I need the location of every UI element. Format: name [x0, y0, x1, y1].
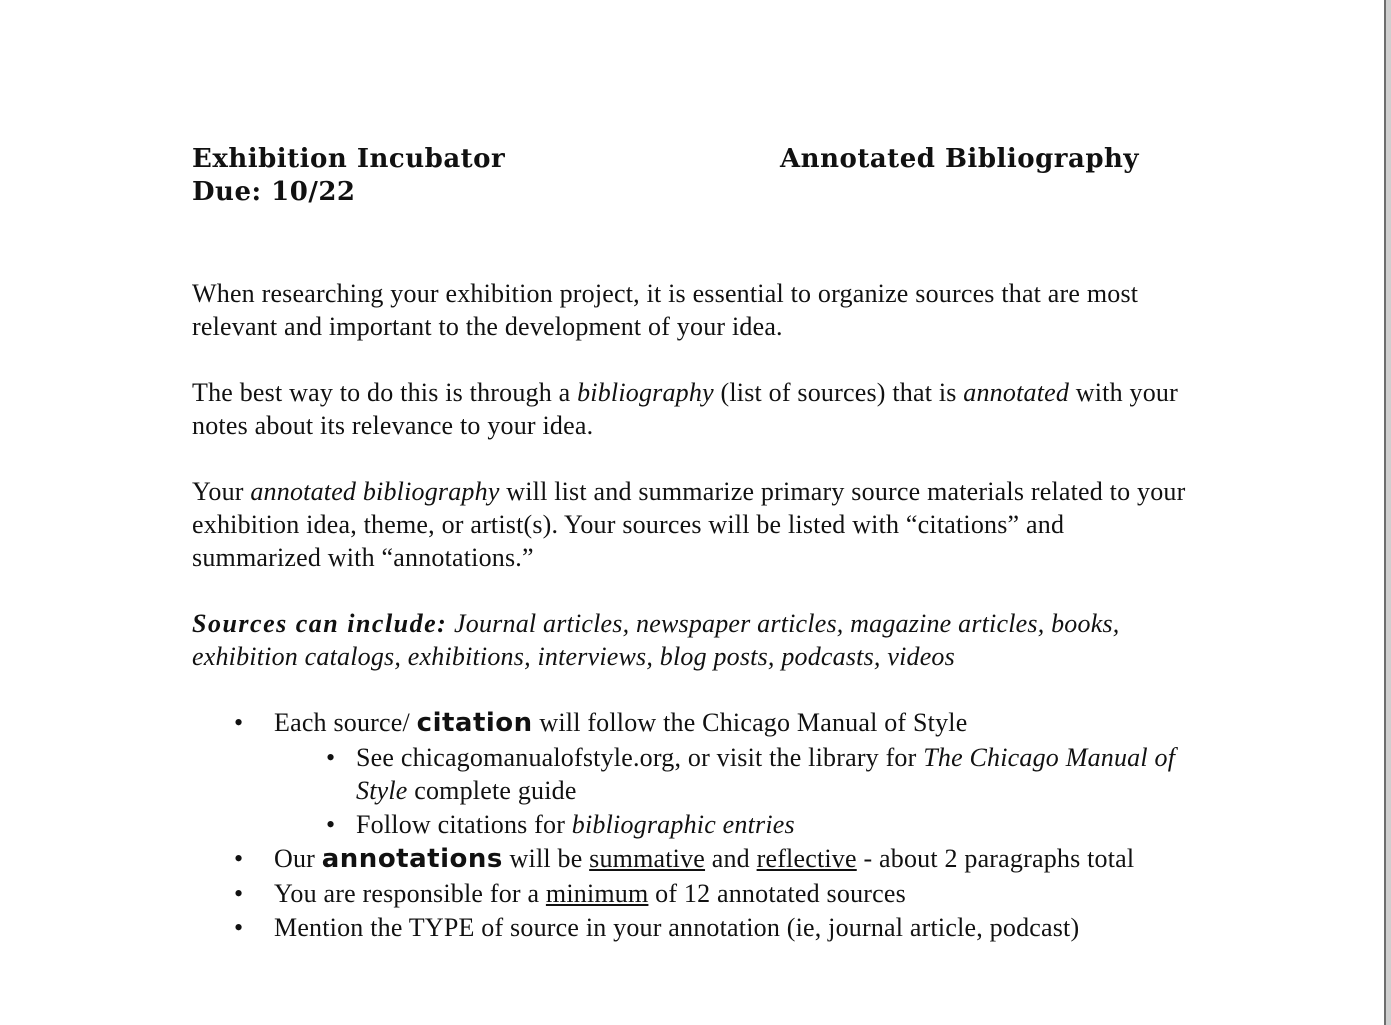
text-run: will be — [502, 844, 590, 873]
underlined-term: summative — [589, 844, 706, 873]
bullet-icon: • — [326, 743, 336, 772]
intro-paragraph: When researching your exhibition project, it is essential to organize sources that are most relevant and important to the development of your idea. — [192, 279, 1139, 341]
citation-term: citation — [416, 708, 533, 738]
underlined-term: reflective — [756, 844, 857, 873]
sub-list-item — [274, 741, 1192, 807]
text-run: - about 2 paragraphs total — [856, 844, 1135, 873]
italic-term: annotated — [963, 378, 1070, 407]
bullet-icon: • — [234, 708, 244, 737]
underlined-term: minimum — [545, 879, 649, 908]
annotations-term: annotations — [321, 844, 503, 874]
text-run: of 12 annotated sources — [648, 879, 906, 908]
bullet-icon: • — [234, 913, 244, 942]
sources-paragraph — [192, 607, 1192, 673]
bibliography-paragraph — [192, 376, 1192, 442]
header-left — [192, 143, 505, 209]
sub-list — [274, 741, 1192, 841]
bullet-icon: • — [234, 879, 244, 908]
assignment-title: Annotated Bibliography — [780, 144, 1140, 174]
text-run: will follow the Chicago Manual of Style — [532, 708, 968, 737]
list-item — [192, 706, 1192, 841]
text-run: with your notes about its relevance to your idea. — [192, 378, 1178, 440]
text-run: The best way to do this is through a — [192, 378, 578, 407]
requirements-list — [192, 706, 1192, 945]
text-run: Your — [192, 477, 251, 506]
italic-term: annotated bibliography — [250, 477, 500, 506]
text-run: You are responsible for a — [274, 879, 546, 908]
annotated-bibliography-paragraph — [192, 475, 1192, 574]
text-run: (list of sources) that is — [713, 378, 964, 407]
sub-list-item — [274, 808, 1192, 841]
sources-lead: Sources can include: — [192, 609, 448, 638]
list-item — [192, 911, 1192, 944]
bullet-icon: • — [234, 844, 244, 873]
list-item — [192, 877, 1192, 910]
text-run: Our — [274, 844, 322, 873]
text-run: Follow citations for — [356, 810, 572, 839]
text-run: will list and summarize primary source materials related to your exhibition idea, theme, or artist(s). Your sources will be listed with “citations” and summarized with “annotations.” — [192, 477, 1186, 572]
due-date: Due: 10/22 — [192, 177, 356, 207]
page-shadow — [1386, 0, 1391, 1025]
text-run: See chicagomanualofstyle.org, or visit the library for — [356, 743, 924, 772]
italic-term: The Chicago Manual of Style — [356, 743, 1176, 805]
text-run: and — [705, 844, 757, 873]
course-title: Exhibition Incubator — [192, 144, 506, 174]
sources-list: Journal articles, newspaper articles, magazine articles, books, exhibition catalogs, exhibitions, interviews, blog posts, podcasts, videos — [192, 609, 1120, 671]
bullet-icon: • — [326, 810, 336, 839]
italic-term: bibliography — [577, 378, 714, 407]
list-item — [192, 842, 1192, 876]
text-run: Each source/ — [274, 708, 417, 737]
text-run: Mention the TYPE of source in your annotation (ie, journal article, podcast) — [274, 913, 1080, 942]
italic-term: bibliographic entries — [571, 810, 795, 839]
text-run: complete guide — [407, 776, 577, 805]
